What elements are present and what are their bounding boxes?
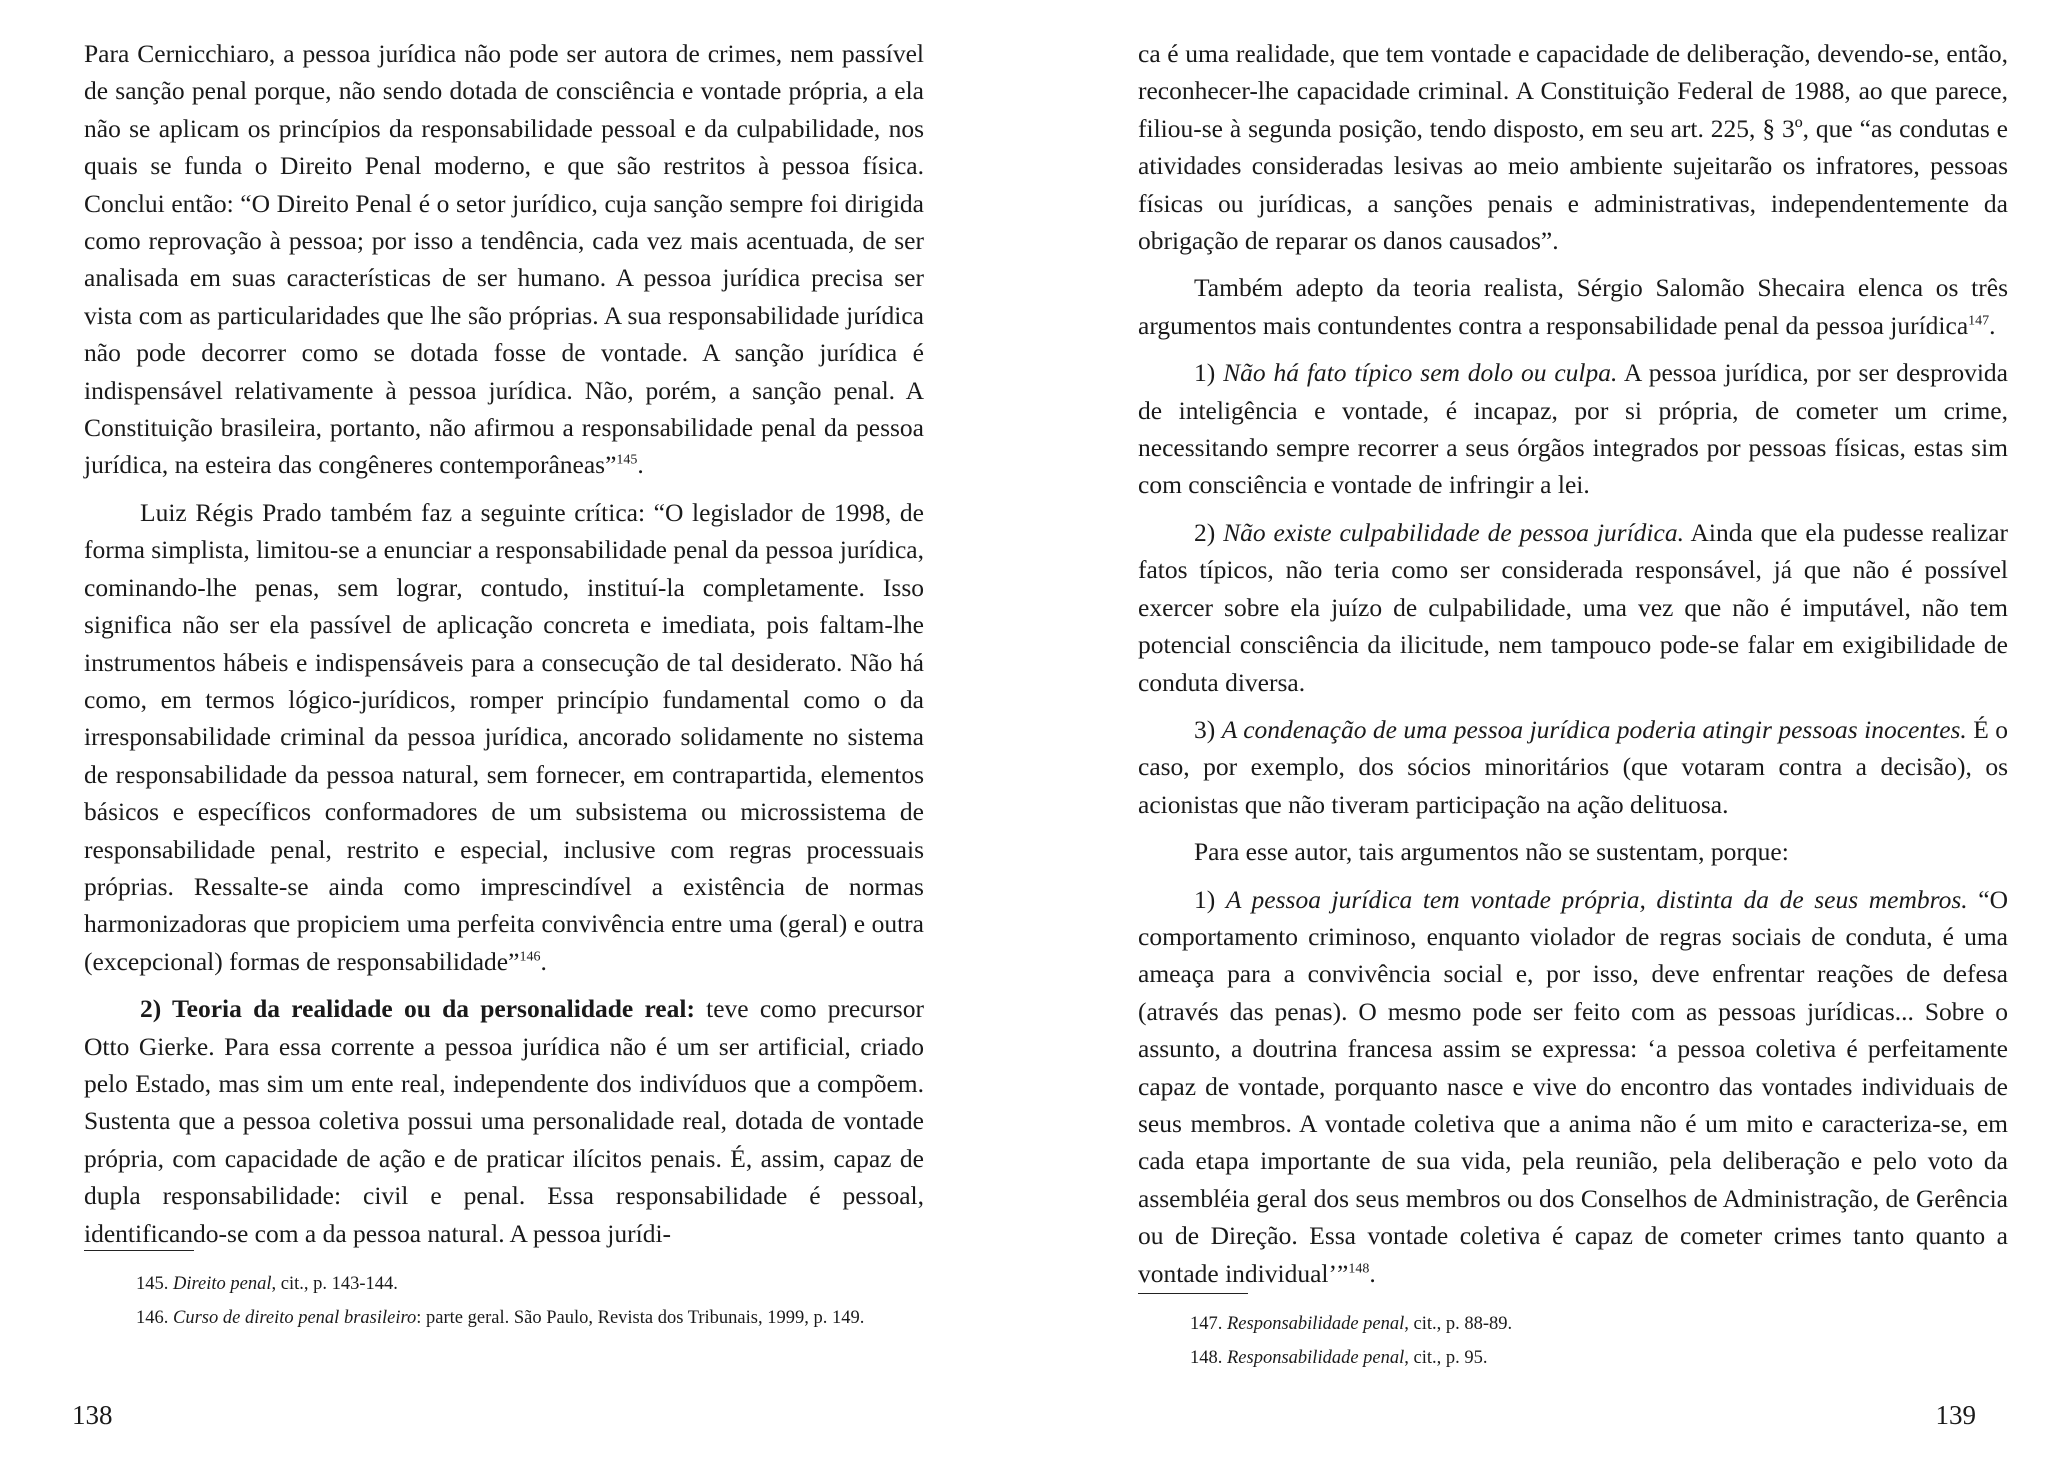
paragraph-text: ca é uma realidade, que tem vontade e capacidade de deliberação, devendo-se, então, reconhecer-lhe capacidade criminal. A Constituição Federal de 1988, ao que parece, filiou-se à segunda posição, tendo disposto, em seu art. 225, § 3º, que “as condutas e atividades consideradas lesivas ao meio ambiente sujeitarão os infratores, pessoas físicas ou jurídicas, a sanções penais e administrativas, independentemente da obrigação de reparar os danos causados”. — [1138, 39, 2008, 256]
paragraph-end: . — [637, 450, 644, 480]
paragraph-text: Para esse autor, tais argumentos não se sustentam, porque: — [1194, 837, 1789, 867]
footnote-citation: , cit., p. 88-89. — [1404, 1314, 1513, 1334]
paragraph-text: Ainda que ela pudesse realizar fatos típicos, não teria como ser considerada responsável, já que não é possível exercer sobre ela juízo de culpabilidade, uma vez que não é imputável, não tem potencial consciência da ilicitude, nem tampouco pode-se falar em exigibilidade de conduta diversa. — [1138, 517, 2009, 697]
argument-title: Não existe culpabilidade de pessoa jurídica. — [1223, 517, 1684, 547]
footnote-title: Responsabilidade penal — [1227, 1314, 1405, 1334]
item-number: 3) — [1194, 714, 1222, 744]
right-page — [1024, 0, 2048, 1472]
footnote-citation: , cit., p. 95. — [1404, 1348, 1488, 1368]
item-number: 2) — [1194, 517, 1224, 547]
footnote-ref-146[interactable]: 146 — [519, 949, 541, 965]
paragraph-text: Luiz Régis Prado também faz a seguinte crítica: “O legislador de 1998, de forma simplista, limitou-se a enunciar a responsabilidade penal da pessoa jurídica, cominando-lhe penas, sem lograr, contudo, instituí-la completamente. Isso significa não ser ela passível de aplicação concreta e imediata, pois faltam-lhe instrumentos hábeis e indispensáveis para a consecução de tal desiderato. Não há como, em termos lógico-jurídicos, romper princípio fundamental como o da irresponsabilidade criminal da pessoa jurídica, ancorado solidamente no sistema de responsabilidade da pessoa natural, sem fornecer, em contrapartida, elementos básicos e específicos conformadores de um subsistema ou microssistema de responsabilidade penal, restrito e especial, inclusive com regras processuais próprias. Ressalte-se ainda como imprescindível a existência de normas harmonizadoras que propiciem uma perfeita convivência entre uma (geral) e outra (excepcional) formas de responsabilidade” — [84, 497, 924, 976]
footnote-146 — [84, 1304, 924, 1332]
footnote-title: Responsabilidade penal — [1227, 1348, 1405, 1368]
footnote-148 — [1138, 1344, 1978, 1372]
page-number-right: 139 — [1935, 1400, 1976, 1430]
paragraph-teoria-realidade — [84, 990, 924, 1252]
paragraph-text: É o caso, por exemplo, dos sócios minoritários (que votaram contra a decisão), os acionistas que não tiveram participação na ação delituosa. — [1138, 714, 2009, 819]
footnote-divider — [84, 1250, 194, 1251]
argument-1 — [1138, 354, 2008, 504]
footnote-citation: : parte geral. São Paulo, Revista dos Tribunais, 1999, p. 149. — [416, 1308, 865, 1328]
right-page-body — [1138, 35, 2008, 1302]
footnote-number: 147. — [1190, 1314, 1227, 1334]
footnote-citation: , cit., p. 143-144. — [271, 1274, 398, 1294]
paragraph-text: Também adepto da teoria realista, Sérgio Salomão Shecaira elenca os três argumentos mais contundentes contra a responsabilidade penal da pessoa jurídica — [1138, 273, 2008, 340]
left-page-body — [84, 35, 924, 1262]
footnote-divider — [1138, 1293, 1248, 1294]
argument-title: A condenação de uma pessoa jurídica poderia atingir pessoas inocentes. — [1221, 714, 1967, 744]
rebuttal-1 — [1138, 881, 2008, 1292]
footnote-ref-145[interactable]: 145 — [616, 452, 638, 468]
paragraph-text: Para Cernicchiaro, a pessoa jurídica não pode ser autora de crimes, nem passível de sanção penal porque, não sendo dotada de consciência e vontade própria, a ela não se aplicam os princípios da responsabilidade pessoal e da culpabilidade, nos quais se funda o Direito Penal moderno, e que são restritos à pessoa física. Conclui então: “O Direito Penal é o setor jurídico, cuja sanção sempre foi dirigida como reprovação à pessoa; por isso a tendência, cada vez mais acentuada, de ser analisada em suas características de ser humano. A pessoa jurídica precisa ser vista com as particularidades que lhe são próprias. A sua responsabilidade jurídica não pode decorrer como se dotada fosse de vontade. A sanção jurídica é indispensável relativamente à pessoa jurídica. Não, porém, a sanção penal. A Constituição brasileira, portanto, não afirmou a responsabilidade penal da pessoa jurídica, na esteira das congêneres contemporâneas” — [84, 39, 924, 480]
paragraph-text: A pessoa jurídica, por ser desprovida de inteligência e vontade, é incapaz, por si própria, de cometer um crime, necessitando sempre recorrer a seus órgãos integrados por pessoas físicas, estas sim com consciência e vontade de infringir a lei. — [1138, 358, 2008, 500]
footnote-number: 148. — [1190, 1348, 1227, 1368]
argument-title: Não há fato típico sem dolo ou culpa. — [1223, 358, 1618, 388]
footnote-title: Curso de direito penal brasileiro — [173, 1308, 417, 1328]
footnote-title: Direito penal — [173, 1274, 272, 1294]
footnote-147 — [1138, 1310, 1978, 1338]
argument-2 — [1138, 514, 2008, 701]
section-heading-teoria-realidade: 2) Teoria da realidade ou da personalidade real: — [140, 994, 695, 1024]
argument-3 — [1138, 711, 2008, 823]
paragraph-cernicchiaro — [84, 35, 924, 484]
paragraph-text: “O comportamento criminoso, enquanto violador de regras sociais de conduta, é uma ameaça para a convivência social e, por isso, deve enfrentar reações de defesa (através das penas). O mesmo pode ser feito com as pessoas jurídicas... Sobre o assunto, a doutrina francesa assim se expressa: ‘a pessoa coletiva é perfeitamente capaz de vontade, porquanto nasce e vive do encontro das vontades individuais de seus membros. A vontade coletiva que a anima não é um mito e caracteriza-se, em cada etapa importante de sua vida, pela reunião, pela deliberação e pelo voto da assembléia geral dos seus membros ou dos Conselhos de Administração, de Gerência ou de Direção. Essa vontade coletiva é capaz de cometer crimes tanto quanto a vontade individual’” — [1138, 884, 2009, 1288]
paragraph-constituicao — [1138, 35, 2008, 259]
paragraph-rebuttal-intro — [1138, 833, 2008, 870]
paragraph-end: . — [1369, 1258, 1376, 1288]
item-number: 1) — [1194, 358, 1224, 388]
paragraph-end: . — [1989, 310, 1996, 340]
page-number-left: 138 — [72, 1400, 113, 1430]
right-footnotes — [1138, 1310, 1978, 1378]
item-number: 1) — [1194, 884, 1226, 914]
paragraph-regis-prado — [84, 494, 924, 980]
footnote-ref-148[interactable]: 148 — [1348, 1261, 1370, 1277]
footnote-ref-147[interactable]: 147 — [1968, 313, 1990, 329]
paragraph-text: teve como precursor Otto Gierke. Para essa corrente a pessoa jurídica não é um ser artificial, criado pelo Estado, mas sim um ente real, independente dos indivíduos que a compõem. Sustenta que a pessoa coletiva possui uma personalidade real, dotada de vontade própria, com capacidade de ação e de praticar ilícitos penais. É, assim, capaz de dupla responsabilidade: civil e penal. Essa responsabilidade é pessoal, identificando-se com a da pessoa natural. A pessoa jurídi- — [84, 994, 924, 1248]
footnote-number: 145. — [136, 1274, 173, 1294]
paragraph-shecaira — [1138, 269, 2008, 344]
rebuttal-title: A pessoa jurídica tem vontade própria, distinta da de seus membros. — [1225, 884, 1968, 914]
paragraph-end: . — [540, 946, 547, 976]
footnote-145 — [84, 1270, 924, 1298]
left-footnotes — [84, 1270, 924, 1338]
footnote-number: 146. — [136, 1308, 173, 1328]
